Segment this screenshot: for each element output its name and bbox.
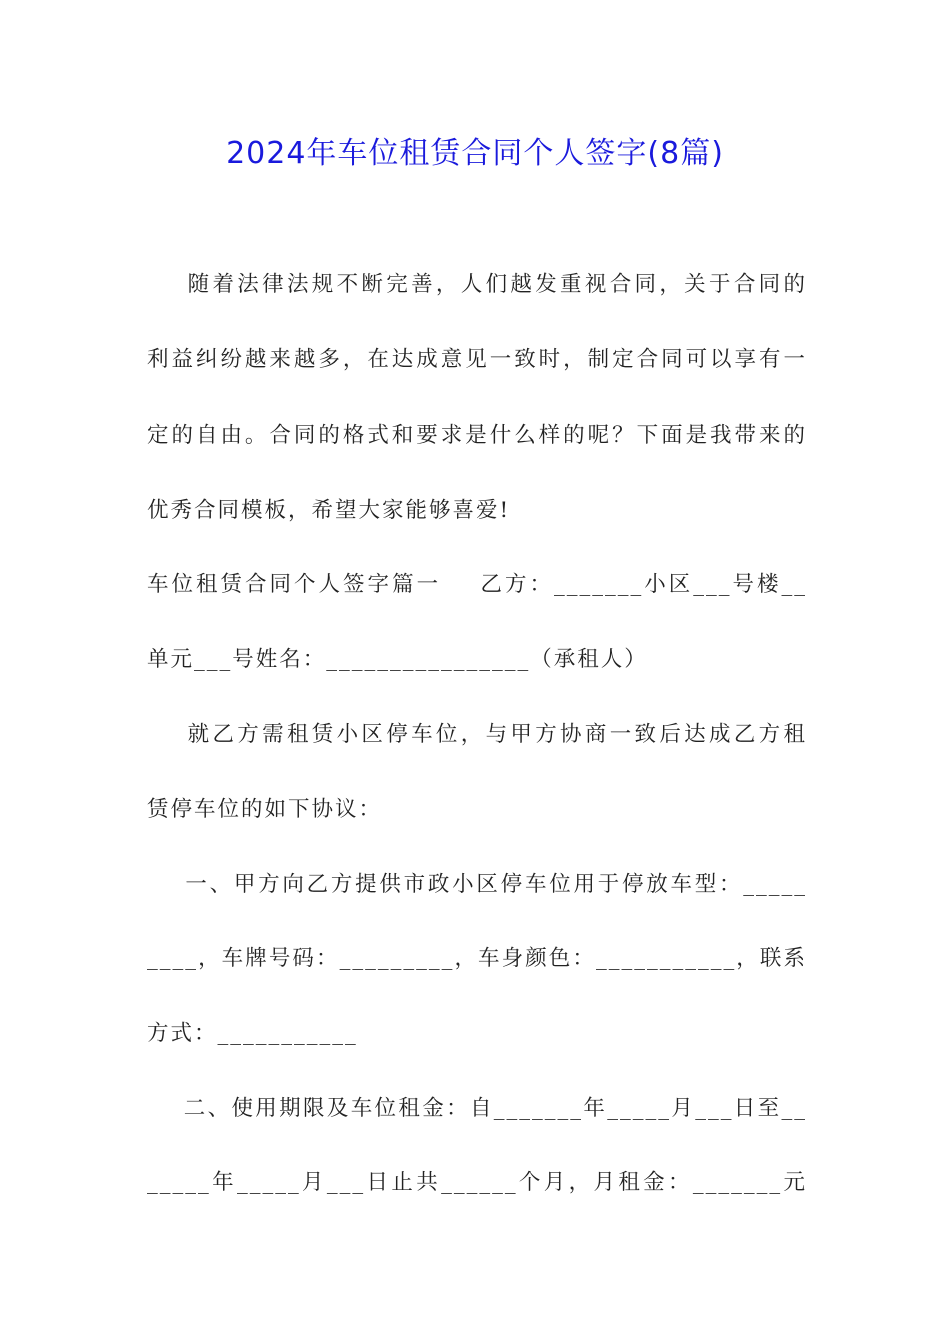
section-heading-line: 车位租赁合同个人签字篇一 乙方：_______小区___号楼__	[147, 572, 807, 597]
clause-line: 方式：___________	[147, 1021, 358, 1046]
paragraph-line: 随着法律法规不断完善，人们越发重视合同，关于合同的	[147, 272, 807, 297]
clause-line: _____年_____月___日止共______个月，月租金：_______元	[147, 1170, 807, 1195]
clause-line: 二、使用期限及车位租金：自_______年_____月___日至__	[147, 1096, 807, 1121]
paragraph-line: 利益纠纷越来越多，在达成意见一致时，制定合同可以享有一	[147, 347, 807, 372]
document-title: 2024年车位租赁合同个人签字(8篇)	[226, 136, 724, 171]
paragraph-line: 就乙方需租赁小区停车位，与甲方协商一致后达成乙方租	[147, 722, 807, 747]
paragraph-line: 赁停车位的如下协议：	[147, 797, 383, 822]
paragraph-line: 优秀合同模板，希望大家能够喜爱!	[147, 498, 511, 523]
paragraph-line: 定的自由。合同的格式和要求是什么样的呢？下面是我带来的	[147, 423, 807, 448]
paragraph-line: 单元___号姓名：________________（承租人）	[147, 647, 648, 672]
clause-line: 一、甲方向乙方提供市政小区停车位用于停放车型：_____	[147, 872, 807, 897]
clause-line: ____，车牌号码：_________，车身颜色：___________，联系	[147, 946, 807, 971]
